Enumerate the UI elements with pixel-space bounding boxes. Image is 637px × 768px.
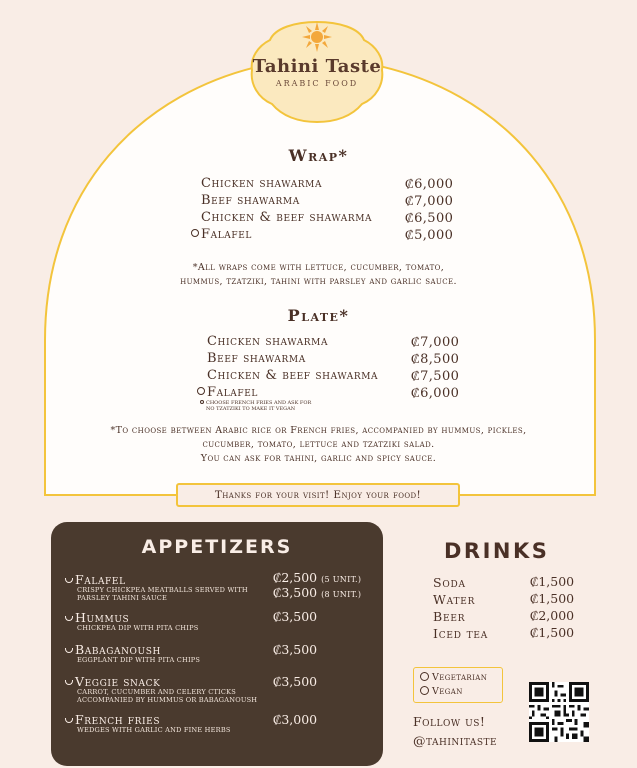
drink-name: Soda xyxy=(433,575,466,590)
plate-note-2: cucumber, tomato, lettuce and tzatziki salad. xyxy=(202,439,435,450)
appetizer-price: ₡3,500 xyxy=(273,674,318,689)
appetizer-price: ₡3,500 xyxy=(273,642,318,657)
appetizer-desc: ACCOMPANIED BY HUMMUS OR BABAGANOUSH xyxy=(77,696,258,704)
wrap-item-falafel xyxy=(191,227,252,242)
brand-name: Tahini Taste xyxy=(252,56,382,77)
plate-item-price: ₡8,500 xyxy=(411,352,460,367)
wrap-item-name: Beef shawarma xyxy=(201,193,300,208)
plate-item-name: Chicken & beef shawarma xyxy=(207,368,379,383)
drink-price: ₡1,500 xyxy=(530,591,575,606)
plate-item-name: Beef shawarma xyxy=(207,351,306,366)
plate-note-1: *To choose between Arabic rice or French fries, accompanied by hummus, pickles, xyxy=(110,425,527,436)
wrap-note-1: *All wraps come with lettuce, cucumber, tomato, xyxy=(192,262,445,273)
price-unit: (5 UNIT.) xyxy=(321,575,362,584)
appetizer-price xyxy=(273,570,361,586)
appetizer-price: ₡3,500 xyxy=(273,609,318,624)
bowl-icon xyxy=(65,616,73,621)
appetizers-panel xyxy=(51,522,383,766)
plate-item-falafel xyxy=(197,385,258,400)
brand-subtitle: ARABIC FOOD xyxy=(275,79,359,88)
drink-name: Water xyxy=(433,592,476,607)
plate-item-price: ₡7,000 xyxy=(411,335,460,350)
price-value: ₡3,500 xyxy=(273,585,318,600)
drink-name: Beer xyxy=(433,609,466,624)
appetizer-item xyxy=(65,572,126,587)
appetizer-name: Babaganoush xyxy=(75,642,161,657)
wrap-item-name: Chicken & beef shawarma xyxy=(201,210,373,225)
follow-us: Follow us! xyxy=(413,714,486,729)
legend-label: Vegetarian xyxy=(432,672,488,683)
brand-logo xyxy=(252,26,382,88)
social-handle[interactable]: @tahinitaste xyxy=(413,733,498,748)
appetizer-desc: CHICKPEA DIP WITH PITA CHIPS xyxy=(77,624,199,632)
wrap-item-price: ₡5,000 xyxy=(405,228,454,243)
wrap-title: Wrap* xyxy=(288,146,349,165)
appetizers-title: APPETIZERS xyxy=(141,536,293,558)
appetizer-item xyxy=(65,610,129,625)
appetizer-price: ₡3,000 xyxy=(273,712,318,727)
appetizer-desc: WEDGES WITH GARLIC AND FINE HERBS xyxy=(77,726,231,734)
bowl-icon xyxy=(65,648,73,653)
plate-item-price: ₡6,000 xyxy=(411,386,460,401)
plate-note-3: You can ask for tahini, garlic and spicy sauce. xyxy=(200,453,437,464)
appetizer-desc: CARROT, CUCUMBER AND CELERY CTICKS xyxy=(77,688,236,696)
wrap-item-price: ₡6,500 xyxy=(405,211,454,226)
vegan-icon xyxy=(420,686,429,695)
price-unit: (8 UNIT.) xyxy=(321,590,362,599)
appetizer-desc: EGGPLANT DIP WITH PITA CHIPS xyxy=(77,656,201,664)
wrap-item-name: Falafel xyxy=(201,227,252,242)
appetizer-item xyxy=(65,674,160,689)
appetizer-name: French fries xyxy=(75,712,161,727)
appetizer-name: Hummus xyxy=(75,610,130,625)
legend-vegan xyxy=(420,686,463,697)
drink-price: ₡1,500 xyxy=(530,625,575,640)
thanks-banner: Thanks for your visit! Enjoy your food! xyxy=(176,483,460,507)
wrap-item-price: ₡6,000 xyxy=(405,177,454,192)
appetizer-price xyxy=(273,585,361,601)
bowl-icon xyxy=(65,680,73,685)
drinks-title: DRINKS xyxy=(444,539,550,563)
qr-code-icon[interactable] xyxy=(529,682,589,742)
price-value: ₡2,500 xyxy=(273,570,318,585)
legend-label: Vegan xyxy=(432,686,463,697)
wrap-item-name: Chicken shawarma xyxy=(201,176,323,191)
plate-item-price: ₡7,500 xyxy=(411,369,460,384)
vegetarian-icon xyxy=(197,387,205,395)
bowl-icon xyxy=(65,718,73,723)
drink-price: ₡2,000 xyxy=(530,608,575,623)
falafel-hint-2: NO TZATZIKI TO MAKE IT VEGAN xyxy=(206,405,296,412)
plate-item-name: Chicken shawarma xyxy=(207,334,329,349)
appetizer-item xyxy=(65,642,161,657)
legend-vegetarian xyxy=(420,672,487,683)
diet-legend xyxy=(413,667,503,703)
wrap-item-price: ₡7,000 xyxy=(405,194,454,209)
wrap-note-2: hummus, tzatziki, tahini with parsley and garlic sauce. xyxy=(180,276,457,287)
plate-item-name: Falafel xyxy=(207,385,258,400)
appetizer-item xyxy=(65,712,160,727)
appetizer-name: Falafel xyxy=(75,572,126,587)
appetizer-name: Veggie snack xyxy=(75,674,161,689)
plate-title: Plate* xyxy=(287,306,350,325)
vegetarian-icon xyxy=(420,672,429,681)
appetizer-desc: PARSLEY TAHINI SAUCE xyxy=(77,594,168,602)
drink-name: Iced tea xyxy=(433,626,489,641)
drink-price: ₡1,500 xyxy=(530,574,575,589)
bowl-icon xyxy=(65,578,73,583)
falafel-vegan-hint xyxy=(200,400,311,412)
vegan-icon xyxy=(200,400,204,404)
vegetarian-icon xyxy=(191,229,199,237)
falafel-hint-1: CHOOSE FRENCH FRIES AND ASK FOR xyxy=(206,400,312,406)
appetizer-desc: CRISPY CHICKPEA MEATBALLS SERVED WITH xyxy=(77,586,248,594)
